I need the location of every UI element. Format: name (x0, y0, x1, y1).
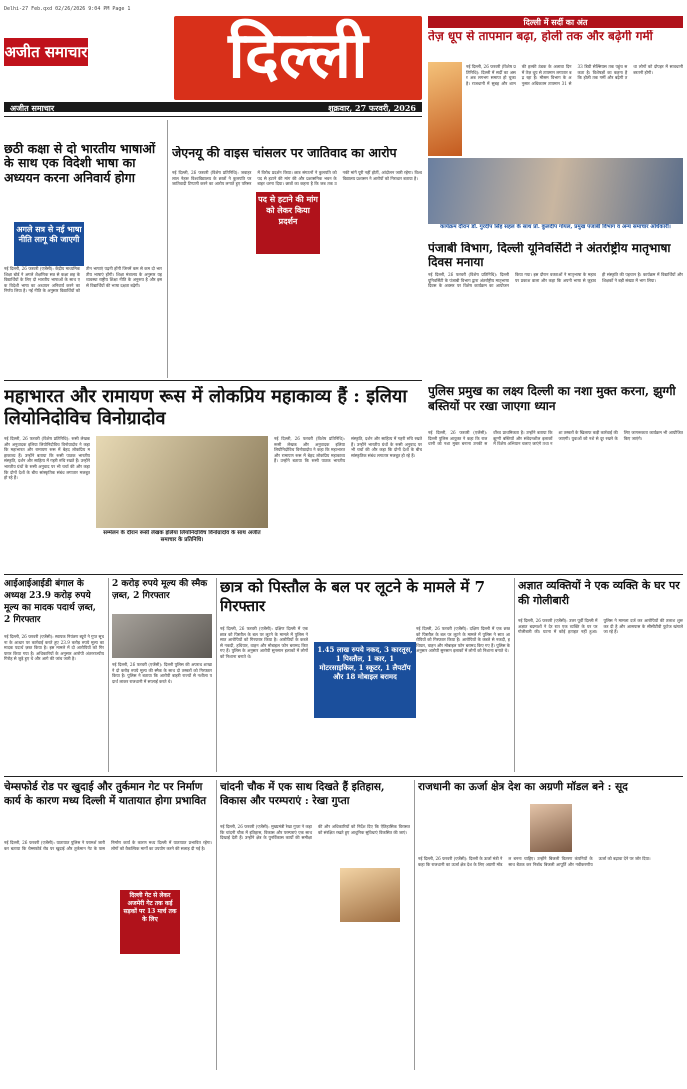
police-headline: पुलिस प्रमुख का लक्ष्य दिल्ली का नशा मुक्त करना, झुग्गी बस्तियों पर रखा जाएगा ध्यान (428, 384, 676, 413)
smack-headline: 2 करोड़ रुपये मूल्य की स्मैक ज़ब्त, 2 गिरफ्तार (112, 579, 208, 601)
police-body: नई दिल्ली, 26 फरवरी (एजेंसी): दिल्ली पुलिस आयुक्त ने कहा कि राजधानी को नशा मुक्त बनाना उनकी सर्वोच्च प्राथमिकता है। उन्होंने बताया कि झुग्गी बस्तियों और संवेदनशील इलाकों में विशेष अभियान चलाए जाएंगे तथा नशा तस्करों के खिलाफ कड़ी कार्रवाई की जाएगी। युवाओं को नशे से दूर रखने के लिए जागरूकता कार्यक्रम भी आयोजित किए जाएंगे। (428, 430, 683, 447)
energy-photo (530, 804, 572, 852)
traffic-box: दिल्ली गेट से लेकर अजमेरी गेट तक कई सड़कों पर 13 मार्च तक के लिए (120, 890, 180, 954)
punjabi-story (428, 158, 683, 384)
masthead-bottom-bar (4, 102, 422, 112)
mahabharat-story (4, 384, 422, 570)
traffic-body: नई दिल्ली, 26 फरवरी (एजेंसी): यातायात पुलिस ने परामर्श जारी कर बताया कि चेम्सफोर्ड रोड पर खुदाई और तुर्कमान गेट के पास निर्माण कार्य के कारण मध्य दिल्ली में यातायात प्रभावित रहेगा। लोगों को वैकल्पिक मार्गों का उपयोग करने की सलाह दी गई है। (4, 840, 212, 851)
rule-v5 (216, 780, 217, 1070)
shooting-headline: अज्ञात व्यक्तियों ने एक व्यक्ति के घर पर की गोलीबारी (518, 579, 680, 607)
shooting-body: नई दिल्ली, 26 फरवरी (एजेंसी): उत्तर पूर्वी दिल्ली में अज्ञात बदमाशों ने देर रात एक व्यक्ति के घर पर गोलीबारी की। घटना में कोई हताहत नहीं हुआ। पुलिस ने मामला दर्ज कर आरोपियों की तलाश शुरू कर दी है और आसपास के सीसीटीवी फुटेज खंगाले जा रहे हैं। (518, 618, 683, 635)
winter-headline: तेज़ धूप से तापमान बढ़ा, होली तक और बढ़ेगी गर्मी (428, 30, 653, 43)
rule-v2 (108, 578, 109, 772)
energy-headline: राजधानी का ऊर्जा क्षेत्र देश का अग्रणी मॉडल बने : सूद (418, 781, 628, 793)
pistol-body-left: नई दिल्ली, 26 फरवरी (एजेंसी): दक्षिण दिल्ली में एक छात्र को पिस्तौल के बल पर लूटने के मामले में पुलिस ने सात आरोपियों को गिरफ्तार किया है। आरोपियों के कब्जे से नकदी, हथियार, वाहन और मोबाइल फोन बरामद किए गए हैं। पुलिस के अनुसार आरोपी सुनसान इलाकों में लोगों को निशाना बनाते थे। (220, 626, 308, 659)
rule-v3 (216, 578, 217, 772)
rule-h4 (4, 776, 683, 777)
mahabharat-body-left: नई दिल्ली, 26 फरवरी (विशेष प्रतिनिधि): रूसी लेखक और अनुवादक इलिया लियोनिदोविच विनोग्रादोव ने कहा कि महाभारत और रामायण रूस में बेहद लोकप्रिय महाकाव्य हैं। उन्होंने बताया कि रूसी पाठक भारतीय संस्कृति, दर्शन और साहित्य में गहरी रुचि रखते हैं। उन्होंने भारतीय ग्रंथों के रूसी अनुवाद पर भी चर्चा की और कहा कि दोनों देशों के बीच सांस्कृतिक संबंध लगातार मजबूत हो रहे हैं। (4, 436, 90, 481)
drug-seizure-headline: आईआईआईडी बंगाल के अध्यक्ष 23.9 करोड़ रुपये मूल्य का मादक पदार्थ ज़ब्त, 2 गिरफ्तार (4, 579, 96, 625)
traffic-story (4, 780, 212, 1070)
energy-story (418, 780, 683, 1070)
jnu-box: पद से हटाने की मांग को लेकर किया प्रदर्शन (256, 192, 320, 254)
rule-v1 (167, 120, 168, 378)
punjabi-photo-caption: कार्यक्रम दौरान डॉ. गुरदीप सिंह सहल के साथ प्रो. कुलदीप गोयल, प्रमुख पंजाबी विभाग व अन्य समाचार अधिकारी। (440, 224, 671, 230)
rule-h2 (4, 380, 422, 381)
winter-story (428, 16, 683, 156)
pistol-recovery-box: 1.45 लाख रुपये नकद, 3 कारतूस, 1 पिस्तौल, 1 कार, 1 मोटरसाइकिल, 1 स्कूटर, 1 लैपटॉप और 18 मोबाइल बरामद (314, 642, 416, 718)
pistol-body-right: नई दिल्ली, 26 फरवरी (एजेंसी): दक्षिण दिल्ली में एक छात्र को पिस्तौल के बल पर लूटने के मामले में पुलिस ने सात आरोपियों को गिरफ्तार किया है। आरोपियों के कब्जे से नकदी, हथियार, वाहन और मोबाइल फोन बरामद किए गए हैं। पुलिस के अनुसार आरोपी सुनसान इलाकों में लोगों को निशाना बनाते थे। (416, 626, 510, 654)
mahabharat-photo-caption: सम्मेलन के दौरान रूसी लेखक इलिया लियोनिदोविच विनोग्रादोव के साथ अजीत समाचार के प्रतिनिधि। (103, 530, 261, 543)
traffic-headline: चेम्सफोर्ड रोड पर खुदाई और तुर्कमान गेट पर निर्माण कार्य के कारण मध्य दिल्ली में यातायात होगा प्रभावित (4, 781, 207, 807)
police-story (428, 384, 683, 570)
shooting-story (518, 578, 683, 772)
publisher: अजीत समाचार (10, 103, 55, 112)
drug-seizure-body: नई दिल्ली, 26 फरवरी (एजेंसी): स्वापक नियंत्रण ब्यूरो ने गुप्त सूचना के आधार पर कार्रवाई करते हुए 23.9 करोड़ रुपये मूल्य का मादक पदार्थ ज़ब्त किया है। इस मामले में दो आरोपियों को गिरफ्तार किया गया है। अधिकारियों के अनुसार आरोपी अंतरराज्यीय गिरोह से जुड़े हुए थे और आगे की जांच जारी है। (4, 634, 104, 662)
punjabi-headline: पंजाबी विभाग, दिल्ली यूनिवर्सिटी ने अंतर्राष्ट्रीय मातृभाषा दिवस मनाया (428, 242, 671, 269)
paper-name: अजीत समाचार (4, 43, 88, 61)
language-body: नई दिल्ली, 26 फरवरी (एजेंसी): केंद्रीय माध्यमिक शिक्षा बोर्ड ने अगले शैक्षणिक सत्र से कक्षा छह के विद्यार्थियों के लिए दो भारतीय भाषाओं के साथ एक विदेशी भाषा का अध्ययन अनिवार्य करने का निर्णय लिया है। नई नीति के अनुसार विद्यार्थियों को तीन भाषाएं पढ़नी होंगी जिनमें कम से कम दो भारतीय भाषाएं होंगी। शिक्षा मंत्रालय के अनुसार यह व्यवस्था राष्ट्रीय शिक्षा नीति के अनुरूप है और इससे विद्यार्थियों की भाषा दक्षता बढ़ेगी। (4, 266, 162, 294)
mahabharat-body-right: नई दिल्ली, 26 फरवरी (विशेष प्रतिनिधि): रूसी लेखक और अनुवादक इलिया लियोनिदोविच विनोग्रादोव ने कहा कि महाभारत और रामायण रूस में बेहद लोकप्रिय महाकाव्य हैं। उन्होंने बताया कि रूसी पाठक भारतीय संस्कृति, दर्शन और साहित्य में गहरी रुचि रखते हैं। उन्होंने भारतीय ग्रंथों के रूसी अनुवाद पर भी चर्चा की और कहा कि दोनों देशों के बीच सांस्कृतिक संबंध लगातार मजबूत हो रहे हैं। (274, 436, 422, 464)
energy-body: नई दिल्ली, 26 फरवरी (एजेंसी): दिल्ली के ऊर्जा मंत्री ने कहा कि राजधानी का ऊर्जा क्षेत्र देश के लिए अग्रणी मॉडल बनना चाहिए। उन्होंने बिजली वितरण कंपनियों के साथ बैठक कर निर्बाध बिजली आपूर्ति और नवीकरणीय ऊर्जा को बढ़ावा देने पर जोर दिया। (418, 856, 651, 867)
rule-h1 (4, 116, 422, 117)
language-headline: छठी कक्षा से दो भारतीय भाषाओं के साथ एक विदेशी भाषा का अध्ययन करना अनिवार्य होगा (4, 142, 156, 185)
dateline: शुक्रवार, 27 फरवरी, 2026 (328, 103, 416, 112)
drug-seizure-story (4, 578, 104, 772)
punjabi-photo (428, 158, 683, 224)
city-name: दिल्ली (228, 18, 368, 93)
jnu-headline: जेएनयू की वाइस चांसलर पर जातिवाद का आरोप (172, 146, 397, 160)
language-box: अगले सत्र से नई भाषा नीति लागू की जाएगी (14, 222, 84, 266)
chandni-chowk-body: नई दिल्ली, 26 फरवरी (एजेंसी): मुख्यमंत्री रेखा गुप्ता ने कहा कि चांदनी चौक में इतिहास, विकास और परम्पराएं एक साथ दिखाई देती हैं। उन्होंने क्षेत्र के पुनर्विकास कार्यों की समीक्षा की और अधिकारियों को निर्देश दिए कि ऐतिहासिक विरासत को संरक्षित रखते हुए आधुनिक सुविधाएं विकसित की जाएं। (220, 824, 410, 841)
city-name-logo (174, 16, 422, 100)
winter-kicker: दिल्ली में सर्दी का अंत (428, 16, 683, 28)
masthead-paper-name-banner (4, 38, 88, 66)
jnu-story (172, 146, 422, 376)
smack-photo (112, 614, 212, 658)
punjabi-body: नई दिल्ली, 26 फरवरी (विशेष प्रतिनिधि): दिल्ली यूनिवर्सिटी के पंजाबी विभाग द्वारा अंतर्राष्ट्रीय मातृभाषा दिवस के अवसर पर विशेष कार्यक्रम का आयोजन किया गया। इस दौरान वक्ताओं ने मातृभाषा के महत्व पर प्रकाश डाला और कहा कि अपनी भाषा से जुड़ाव ही संस्कृति की पहचान है। कार्यक्रम में विद्यार्थियों और शिक्षकों ने बड़ी संख्या में भाग लिया। (428, 272, 683, 289)
chandni-chowk-photo (340, 868, 400, 922)
rule-v6 (414, 780, 415, 1070)
winter-photo (428, 62, 462, 156)
print-header: Delhi-27 Feb.qxd 02/26/2026 9:04 PM Page 1 (4, 6, 131, 12)
chandni-chowk-headline: चांदनी चौक में एक साथ दिखते हैं इतिहास, विकास और परम्पराएं : रेखा गुप्ता (220, 781, 385, 807)
newspaper-page (4, 6, 683, 1085)
smack-story (112, 578, 212, 772)
pistol-headline: छात्र को पिस्तौल के बल पर लूटने के मामले में 7 गिरफ्तार (220, 578, 486, 615)
rule-v4 (514, 578, 515, 772)
winter-body: नई दिल्ली, 26 फरवरी (विशेष प्रतिनिधि): दिल्ली में सर्दी का असर अब लगभग समाप्त हो चुका है। राजधानी में सुबह और शाम की हल्की ठंडक के अलावा दिन में तेज़ धूप से तापमान लगातार बढ़ रहा है। मौसम विभाग के अनुसार अधिकतम तापमान 31 से 33 डिग्री सेल्सियस तक पहुंच सकता है। विशेषज्ञों का कहना है कि होली तक गर्मी और बढ़ेगी तथा लोगों को दोपहर में सावधानी बरतनी होगी। (466, 64, 683, 86)
chandni-chowk-story (220, 780, 410, 1070)
mahabharat-photo (96, 436, 268, 528)
smack-body: नई दिल्ली, 26 फरवरी (एजेंसी): दिल्ली पुलिस की अपराध शाखा ने दो करोड़ रुपये मूल्य की स्मैक के साथ दो तस्करों को गिरफ्तार किया है। पुलिस ने बताया कि आरोपी बाहरी राज्यों से नशीला पदार्थ लाकर राजधानी में सप्लाई करते थे। (112, 662, 212, 684)
pistol-story (220, 578, 510, 772)
masthead (4, 16, 422, 112)
jnu-body: नई दिल्ली, 26 फरवरी (विशेष प्रतिनिधि): जवाहरलाल नेहरू विश्वविद्यालय के छात्रों ने कुलपति पर जातिवादी टिप्पणी करने का आरोप लगाते हुए परिसर में विरोध प्रदर्शन किया। छात्र संगठनों ने कुलपति को पद से हटाने की मांग की और प्रशासनिक भवन के बाहर धरना दिया। छात्रों का कहना है कि जब तक उनकी मांगें पूरी नहीं होतीं, आंदोलन जारी रहेगा। विश्वविद्यालय प्रशासन ने आरोपों को निराधार बताया है। (172, 170, 422, 187)
language-story (4, 142, 164, 376)
rule-h3 (4, 574, 683, 575)
mahabharat-headline: महाभारत और रामायण रूस में लोकप्रिय महाकाव्य हैं : इलिया लियोनिदोविच विनोग्रादोव (4, 386, 408, 429)
